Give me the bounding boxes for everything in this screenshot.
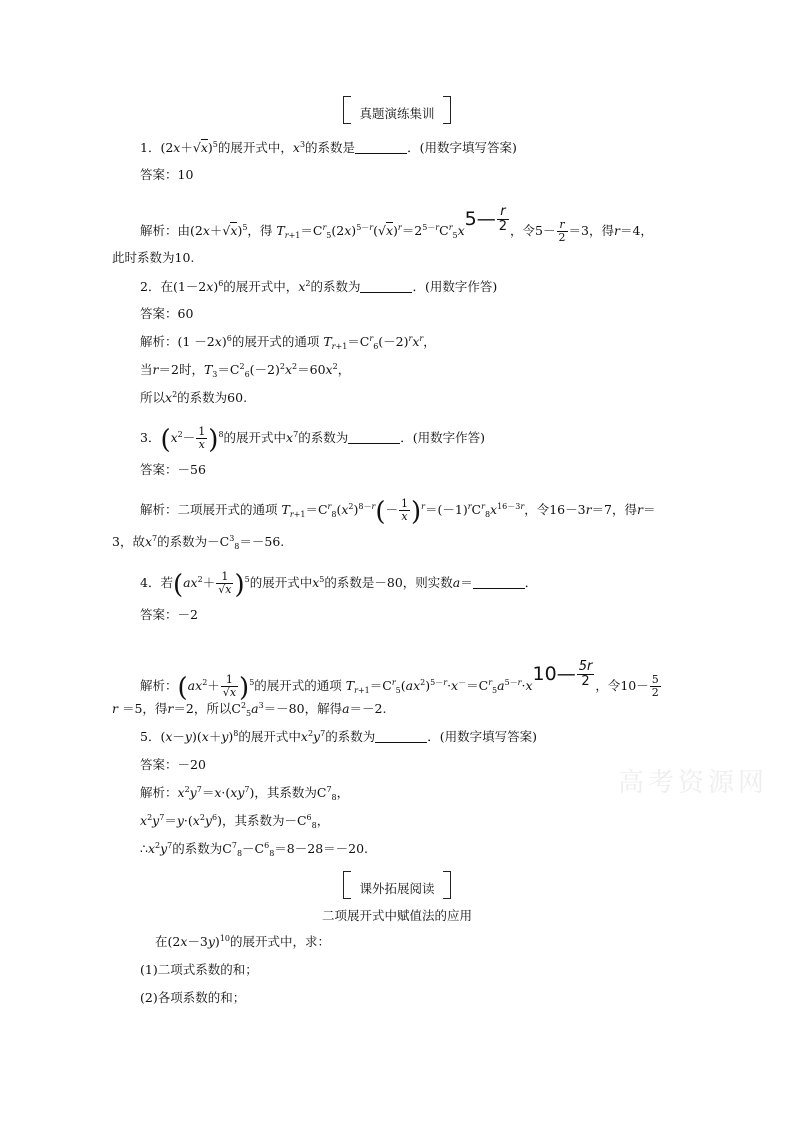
solution-4: 解析：($ax^2+$ $\frac{1}{√x}$ )$^5$的展开式的通项 $T_{r+1}=C^r_5(ax^2)^{5-r}\cdot x^-=C^r_5a^{5-r}\cdot x10—$ $\frac{5r}{2}$ ，令10－ $\frac{5}{2}$ xyxy=(140,659,659,703)
question-5: 5．$(x-y)(x+y)^8$的展开式中$x^2y^7$的系数为 ．(用数字填写答案) xyxy=(140,729,537,744)
solution-1-cont: 此时系数为10. xyxy=(112,250,195,265)
answer-blank xyxy=(360,280,412,293)
solution-5-line-3: $\therefore x^2y^7$的系数为$C^7_8-C^6_8=8-28=-20$. xyxy=(140,841,369,858)
solution-3-cont: 3，故$x^7$的系数为$-C^3_8=-56$. xyxy=(112,534,285,551)
section-title: 真题演练集训 xyxy=(343,104,450,122)
reading-item-2: (2)各项系数的和； xyxy=(140,990,246,1005)
solution-2-line-2: 当r＝2时，$T_3=C^2_6(-2)^2x^2=60x^2$， xyxy=(140,362,351,379)
answer-4: 答案：－2 xyxy=(140,607,198,622)
solution-2-line-3: 所以$x^2$的系数为60. xyxy=(140,390,248,405)
answer-2: 答案：60 xyxy=(140,306,194,321)
question-4: 4．若($ax^2+$ $\frac{1}{√x}$ )$^5$的展开式中$x^5$的系数是－80，则实数a＝ ． xyxy=(140,570,538,600)
question-3: 3．($x^2-$ $\frac{1}{x}$ )$^8$的展开式中$x^7$的系数为 ．(用数字作答) xyxy=(140,425,485,455)
question-1: 1．$(2x+√x)^5$的展开式中，$x^3$的系数是 ．(用数字填写答案) xyxy=(140,140,517,155)
section-title: 课外拓展阅读 xyxy=(343,879,450,897)
section-header-reading xyxy=(0,879,794,897)
answer-5: 答案：－20 xyxy=(140,757,206,772)
reading-item-1: (1)二项式系数的和； xyxy=(140,962,258,977)
reading-intro: 在$(2x-3y)^{10}$的展开式中，求： xyxy=(155,934,331,949)
solution-5-line-2: $x^2y^7=y\cdot(x^2y^6)$，其系数为$-C^6_8$， xyxy=(140,813,330,830)
question-2: 2．在$(1-2x)^6$的展开式中，$x^2$的系数为 ．(用数字作答) xyxy=(140,279,498,294)
section-header-practice xyxy=(0,104,794,122)
solution-3: 解析：二项展开式的通项 $T_{r+1}=C^r_8(x^2)^{8-r}(-$ $\frac{1}{x}$ )$^r=(-1)^rC^r_8x^{16-3r}$，令16－3r＝7，得r＝ xyxy=(140,497,656,527)
solution-2-line-1: 解析：$(1 -2x)^6$的展开式的通项 $T_{r+1}=C^r_6(-2)^rx^r$， xyxy=(140,334,436,351)
solution-5-line-1: 解析：$x^2y^7=x\cdot(xy^7)$，其系数为$C^7_8$， xyxy=(140,785,350,802)
answer-1: 答案：10 xyxy=(140,167,194,182)
reading-subtitle: 二项展开式中赋值法的应用 xyxy=(321,908,472,923)
solution-4-cont: r ＝5，得r＝2，所以$C^2_5a^3=-80$，解得a＝－2. xyxy=(112,701,387,718)
answer-blank xyxy=(375,730,427,743)
answer-blank xyxy=(355,141,407,154)
answer-blank xyxy=(348,431,400,444)
answer-blank xyxy=(473,576,525,589)
answer-3: 答案：－56 xyxy=(140,462,206,477)
large-exponent: 5— $\frac{r}{2}$ xyxy=(464,204,508,234)
large-exponent: 10— $\frac{5r}{2}$ xyxy=(532,659,593,689)
solution-1: 解析：由$(2x+√x)^5$，得 $T_{r+1}=C^r_5(2x)^{5-r}(√x)^r=2^{5-r}C^r_5x5—$ $\frac{r}{2}$ ，令5－ $\frac{r}{2}$ ＝3，得r＝4， xyxy=(140,204,653,244)
watermark: 高考资源网 xyxy=(618,768,769,798)
